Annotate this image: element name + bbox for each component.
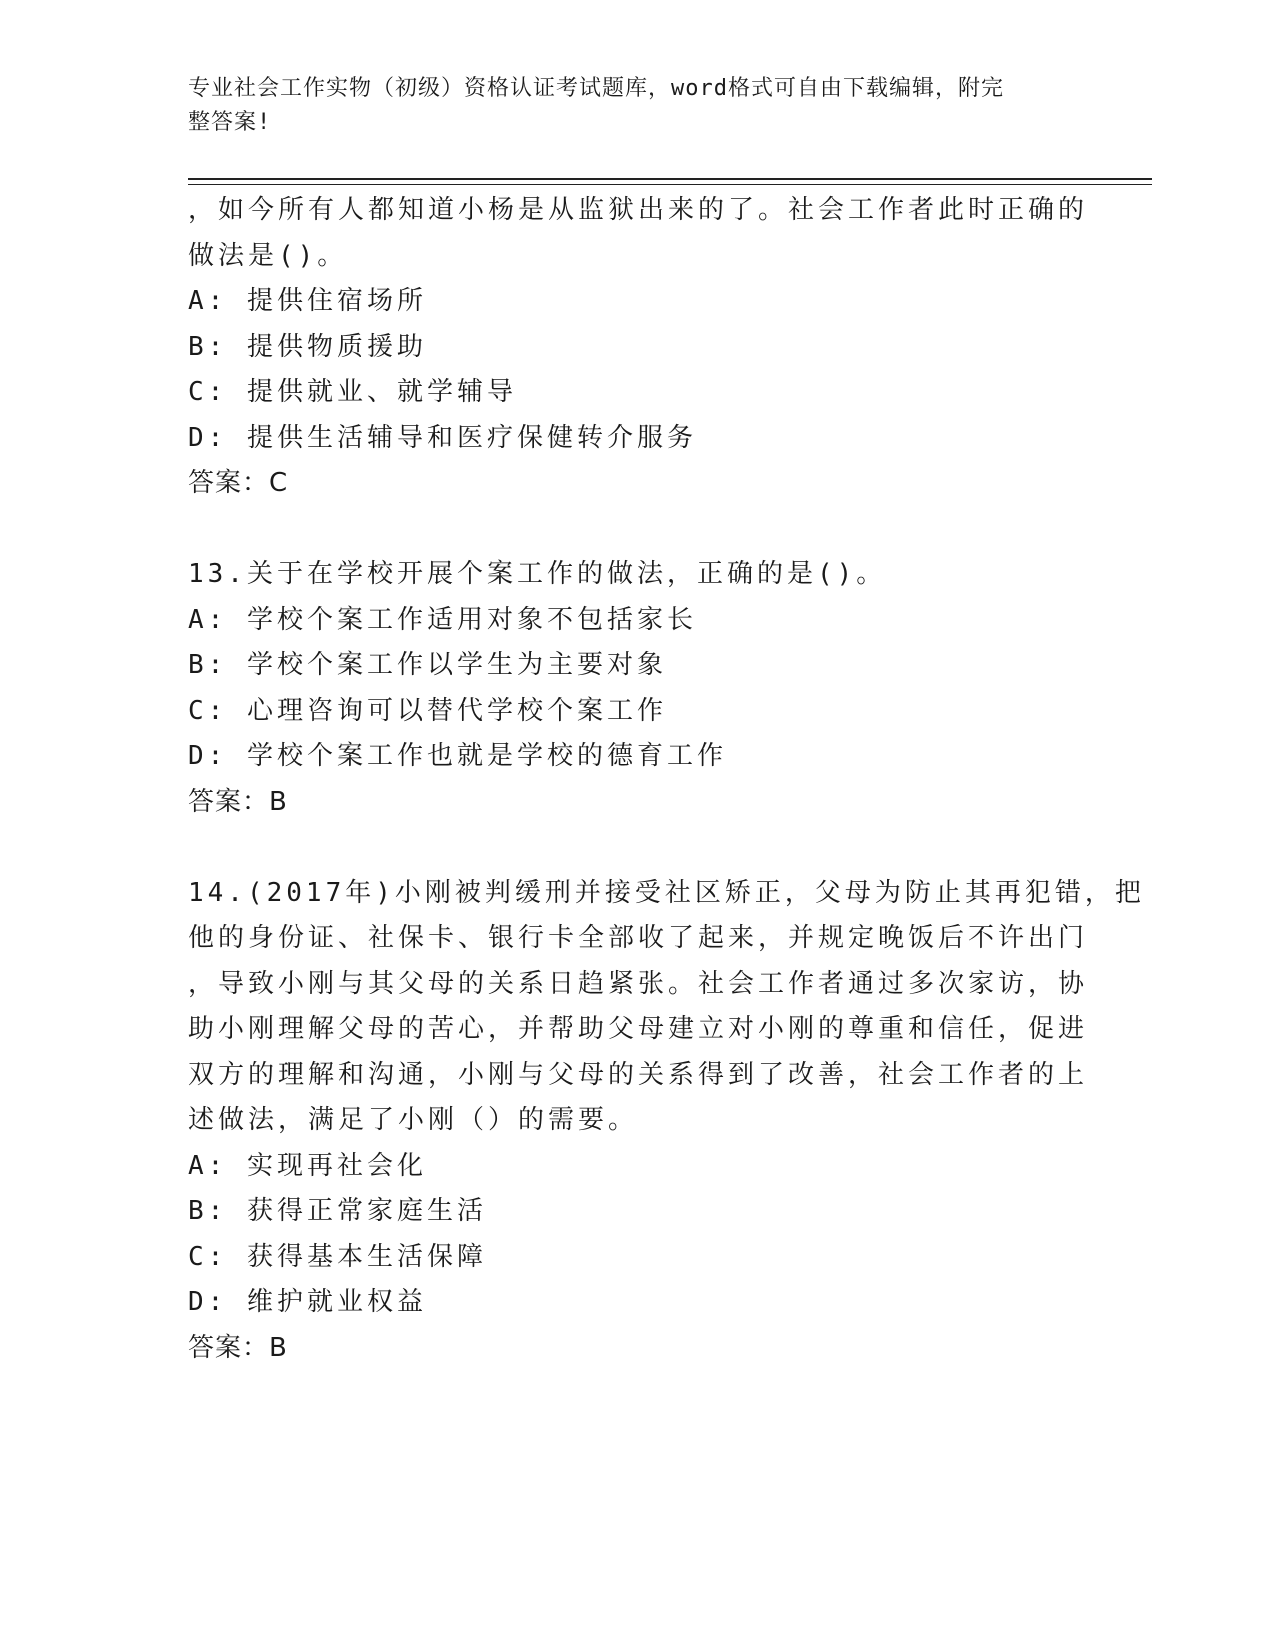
option-d: D: 提供生活辅导和医疗保健转介服务 [188, 422, 697, 453]
question-12 [188, 188, 1088, 507]
option-b: B: 获得正常家庭生活 [188, 1196, 487, 1226]
answer-line: 答案：C [188, 468, 289, 498]
question-stem-line: 述做法，满足了小刚（）的需要。 [188, 1105, 639, 1135]
question-14 [188, 871, 1145, 1372]
question-stem-line: 他的身份证、社保卡、银行卡全部收了起来，并规定晚饭后不许出门 [188, 923, 1089, 953]
option-b: B: 学校个案工作以学生为主要对象 [188, 650, 667, 680]
spacer [188, 825, 1088, 871]
header-line-2: 整答案! [188, 110, 272, 135]
option-a: A: 实现再社会化 [188, 1150, 427, 1181]
header-rule-thin [188, 184, 1152, 185]
question-stem-line: 13.关于在学校开展个案工作的做法，正确的是()。 [188, 559, 887, 589]
option-c: C: 获得基本生活保障 [188, 1241, 487, 1272]
answer-line: 答案：B [188, 1332, 288, 1363]
question-stem-line: ，导致小刚与其父母的关系日趋紧张。社会工作者通过多次家访，协 [188, 968, 1089, 999]
option-c: C: 提供就业、就学辅导 [188, 377, 517, 407]
question-stem-line: 做法是()。 [188, 240, 348, 271]
header-rule-thick [188, 178, 1152, 180]
question-stem-line: ，如今所有人都知道小杨是从监狱出来的了。社会工作者此时正确的 [188, 195, 1089, 225]
question-stem-line: 助小刚理解父母的苦心，并帮助父母建立对小刚的尊重和信任，促进 [188, 1014, 1089, 1044]
header-line-1: 专业社会工作实物（初级）资格认证考试题库，word格式可自由下载编辑，附完 [188, 76, 1004, 101]
option-a: A: 提供住宿场所 [188, 286, 427, 316]
option-b: B: 提供物质援助 [188, 331, 427, 362]
option-d: D: 维护就业权益 [188, 1287, 427, 1317]
question-stem-line: 14.(2017年)小刚被判缓刑并接受社区矫正，父母为防止其再犯错，把 [188, 877, 1145, 908]
option-a: A: 学校个案工作适用对象不包括家长 [188, 604, 697, 635]
spacer [188, 507, 1088, 553]
document-body [188, 188, 1145, 1371]
option-d: D: 学校个案工作也就是学校的德育工作 [188, 741, 727, 771]
option-c: C: 心理咨询可以替代学校个案工作 [188, 695, 667, 726]
question-stem-line: 双方的理解和沟通，小刚与父母的关系得到了改善，社会工作者的上 [188, 1059, 1089, 1090]
answer-line: 答案：B [188, 786, 288, 817]
document-header [188, 72, 1068, 140]
question-13 [188, 552, 1088, 825]
